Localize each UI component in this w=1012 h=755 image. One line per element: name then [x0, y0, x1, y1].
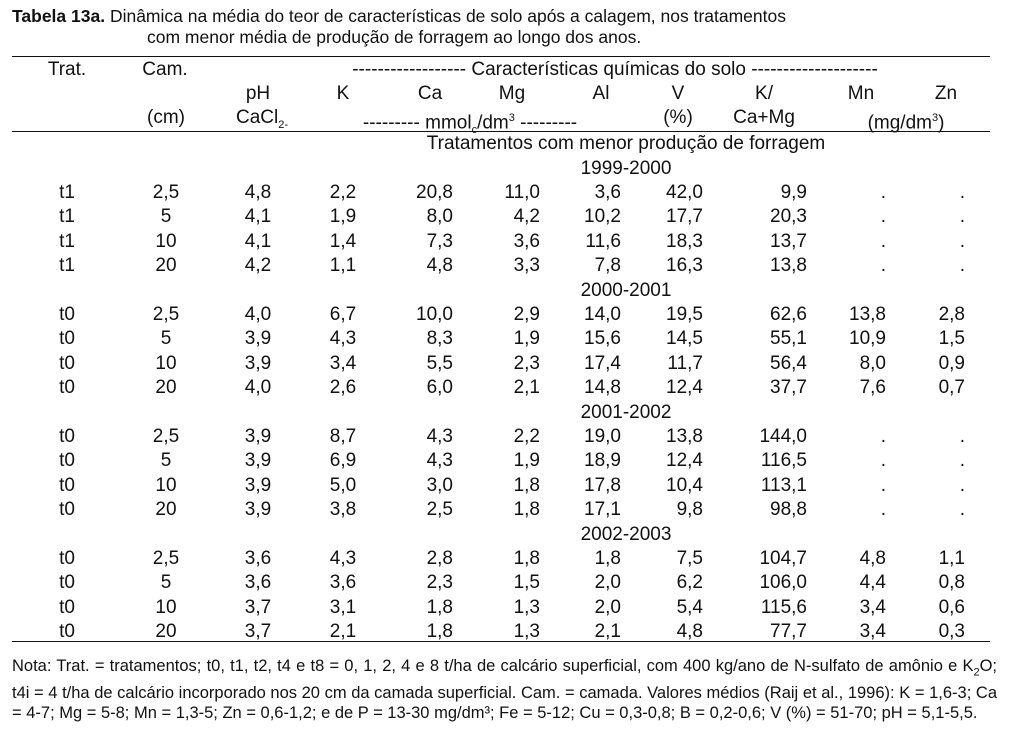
cell-cam: 2,5	[152, 182, 180, 203]
cell-mn: .	[880, 426, 886, 447]
cell-trat: t0	[59, 352, 75, 374]
cell-trat: t0	[59, 304, 75, 325]
cell-cam: 2,5	[152, 548, 180, 569]
cell-zn: 2,8	[938, 304, 965, 325]
cell-al: 10,2	[584, 206, 621, 228]
cell-k: 2,1	[329, 621, 357, 643]
cell-kcamg: 98,8	[770, 499, 807, 521]
cell-cam: 10	[155, 230, 177, 252]
cell-cam: 20	[155, 499, 177, 521]
cell-mn: 7,6	[859, 377, 886, 399]
cell-cam: 10	[155, 596, 177, 618]
cell-trat: t0	[59, 450, 75, 472]
cell-ca: 1,8	[426, 596, 453, 618]
cell-v: 19,5	[666, 304, 703, 325]
cell-v: 6,2	[676, 572, 703, 594]
cell-mg: 1,8	[513, 499, 540, 521]
cell-k: 3,6	[329, 572, 357, 594]
bottom-rule	[12, 641, 990, 642]
cell-v: 13,8	[666, 426, 703, 447]
cell-ph: 4,0	[244, 377, 272, 399]
cell-v: 16,3	[666, 255, 703, 277]
cell-k: 3,1	[329, 596, 357, 618]
cell-mn: .	[880, 499, 886, 521]
cell-cam: 2,5	[152, 304, 180, 325]
cell-ca: 8,3	[426, 328, 453, 350]
year-heading: 2000-2001	[580, 280, 672, 301]
year-heading: 2001-2002	[580, 402, 672, 423]
cell-kcamg: 106,0	[759, 572, 807, 594]
cell-mg: 3,6	[513, 230, 540, 252]
cell-ph: 3,6	[244, 572, 272, 594]
year-heading: 1999-2000	[580, 158, 672, 179]
cell-k: 2,2	[329, 182, 357, 203]
caption-line-2: com menor média de produção de forragem ao longo dos anos.	[147, 27, 642, 47]
cell-trat: t0	[59, 572, 75, 594]
cell-zn: 0,9	[938, 352, 965, 374]
header-ph: pH	[245, 83, 271, 104]
cell-kcamg: 116,5	[760, 450, 807, 472]
cell-trat: t1	[59, 255, 75, 277]
header-v-unit: (%)	[663, 107, 693, 128]
cell-kcamg: 13,7	[770, 230, 807, 252]
cell-zn: .	[959, 426, 965, 447]
cell-mn: .	[880, 182, 886, 203]
cell-v: 18,3	[666, 230, 703, 252]
cell-ca: 5,5	[426, 352, 453, 374]
caption-label: Tabela 13a.	[12, 6, 106, 26]
cell-ph: 3,9	[244, 328, 272, 350]
cell-v: 4,8	[676, 621, 703, 643]
cell-kcamg: 13,8	[770, 255, 807, 277]
cell-mg: 1,8	[513, 474, 540, 496]
cell-mg: 1,9	[513, 328, 540, 350]
cell-k: 4,3	[329, 548, 357, 569]
cell-al: 1,8	[594, 548, 621, 569]
cell-k: 3,8	[329, 499, 357, 521]
cell-cam: 2,5	[152, 426, 180, 447]
cell-ca: 4,3	[426, 426, 453, 447]
cell-al: 7,8	[594, 255, 621, 277]
cell-kcamg: 62,6	[770, 304, 807, 325]
cell-ca: 4,3	[426, 450, 453, 472]
cell-cam: 5	[160, 206, 172, 228]
cell-k: 4,3	[329, 328, 357, 350]
cell-al: 11,6	[585, 230, 621, 252]
cell-mg: 4,2	[513, 206, 540, 228]
cell-k: 1,1	[329, 255, 357, 277]
cell-kcamg: 20,3	[770, 206, 807, 228]
cell-v: 5,4	[676, 596, 703, 618]
cell-mn: 4,4	[859, 572, 886, 594]
cell-ca: 4,8	[426, 255, 453, 277]
cell-trat: t0	[59, 328, 75, 350]
cell-k: 1,9	[329, 206, 357, 228]
cell-mg: 2,9	[513, 304, 540, 325]
cell-ca: 2,3	[426, 572, 453, 594]
cell-trat: t1	[59, 230, 75, 252]
header-al: Al	[592, 83, 610, 104]
cell-mg: 11,0	[504, 182, 540, 203]
cell-mn: 10,9	[849, 328, 886, 350]
cell-al: 2,1	[594, 621, 621, 643]
cell-zn: 1,1	[938, 548, 965, 569]
cell-mg: 2,2	[513, 426, 540, 447]
cell-mg: 1,9	[513, 450, 540, 472]
header-kcamg-bottom: Ca+Mg	[733, 107, 795, 128]
cell-zn: .	[959, 230, 965, 252]
cell-mn: 4,8	[859, 548, 886, 569]
cell-mg: 3,3	[513, 255, 540, 277]
header-ca: Ca	[417, 83, 443, 104]
cell-cam: 5	[160, 572, 172, 594]
cell-mn: 3,4	[859, 621, 886, 643]
cell-ph: 3,9	[244, 426, 272, 447]
cell-al: 17,8	[584, 474, 621, 496]
header-cacl: CaCl$_{2-}$	[235, 107, 289, 131]
cell-zn: .	[959, 499, 965, 521]
cell-mg: 1,5	[513, 572, 540, 594]
cell-v: 10,4	[666, 474, 703, 496]
cell-v: 42,0	[666, 182, 703, 203]
cell-v: 12,4	[666, 377, 703, 399]
cell-al: 19,0	[584, 426, 621, 447]
cell-trat: t0	[59, 499, 75, 521]
cell-ph: 3,9	[244, 450, 272, 472]
cell-trat: t0	[59, 426, 75, 447]
header-v: V	[671, 83, 685, 104]
cell-mn: .	[880, 450, 886, 472]
cell-cam: 20	[155, 377, 177, 399]
cell-ca: 8,0	[426, 206, 453, 228]
cell-v: 11,7	[667, 352, 703, 374]
cell-al: 3,6	[594, 182, 621, 203]
cell-k: 1,4	[329, 230, 357, 252]
cell-kcamg: 113,1	[760, 474, 807, 496]
cell-zn: 0,7	[938, 377, 965, 399]
cell-zn: 1,5	[938, 328, 965, 350]
header-k: K	[336, 83, 350, 104]
cell-trat: t1	[59, 206, 75, 228]
cell-kcamg: 144,0	[759, 426, 807, 447]
cell-kcamg: 56,4	[770, 352, 807, 374]
cell-kcamg: 37,7	[770, 377, 807, 399]
cell-trat: t0	[59, 621, 75, 643]
cell-mn: .	[880, 255, 886, 277]
cell-v: 17,7	[666, 206, 703, 228]
header-zn: Zn	[934, 83, 958, 104]
cell-ph: 4,2	[244, 255, 272, 277]
cell-ph: 3,9	[244, 352, 272, 374]
cell-ph: 4,1	[244, 206, 272, 228]
header-trat: Trat.	[47, 59, 87, 80]
cell-ph: 3,7	[244, 621, 272, 643]
cell-ph: 3,9	[244, 499, 272, 521]
header-rule	[12, 131, 990, 132]
cell-cam: 10	[155, 352, 177, 374]
header-mmol-unit: --------- $mmol_c/dm^3$ ---------	[362, 112, 578, 137]
cell-ph: 4,8	[244, 182, 272, 203]
cell-zn: .	[959, 450, 965, 472]
cell-trat: t0	[59, 596, 75, 618]
header-group: ------------------ Características químicas do solo --------------------	[352, 59, 878, 80]
cell-ph: 4,1	[244, 230, 272, 252]
cell-zn: 0,6	[938, 596, 965, 618]
cell-k: 3,4	[329, 352, 357, 374]
table-note: Nota: Trat. = tratamentos; t0, t1, t2, t4 e t8 = 0, 1, 2, 4 e 8 t/ha de calcário superficial, com 400 kg/ano de N-sulfato de amônio e $K_2O$; t4i = 4 t/ha de calcário incorporado nos 20 cm da camada superficial. Cam. = camada. Valores médios (Raij et al., 1996): K = 1,6-3; Ca = 4-7; Mg = 5-8; Mn = 1,3-5; Zn = 0,6-1,2; e de P = 13-30 mg/dm³; Fe = 5-12; Cu = 0,3-0,8; B = 0,2-0,6; V (%) = 51-70; pH = 5,1-5,5.	[12, 657, 997, 723]
cell-ca: 7,3	[426, 230, 453, 252]
cell-k: 6,7	[329, 304, 357, 325]
cell-mg: 2,3	[513, 352, 540, 374]
top-rule	[12, 56, 990, 57]
cell-al: 17,1	[584, 499, 621, 521]
cell-v: 7,5	[676, 548, 703, 569]
cell-ca: 1,8	[426, 621, 453, 643]
cell-ph: 3,9	[244, 474, 272, 496]
cell-ph: 3,6	[244, 548, 272, 569]
cell-trat: t0	[59, 377, 75, 399]
cell-al: 2,0	[594, 596, 621, 618]
cell-mn: 13,8	[849, 304, 886, 325]
cell-al: 14,0	[584, 304, 621, 325]
cell-kcamg: 9,9	[780, 182, 807, 203]
cell-kcamg: 55,1	[770, 328, 807, 350]
header-mn: Mn	[847, 83, 875, 104]
cell-trat: t0	[59, 474, 75, 496]
cell-zn: .	[959, 474, 965, 496]
cell-ca: 3,0	[426, 474, 453, 496]
cell-kcamg: 115,6	[760, 596, 807, 618]
cell-k: 6,9	[329, 450, 357, 472]
cell-zn: 0,3	[938, 621, 965, 643]
cell-cam: 5	[160, 450, 172, 472]
cell-cam: 20	[155, 255, 177, 277]
cell-ph: 4,0	[244, 304, 272, 325]
cell-kcamg: 77,7	[770, 621, 807, 643]
cell-ca: 6,0	[426, 377, 453, 399]
cell-mg: 1,8	[513, 548, 540, 569]
cell-ca: 20,8	[416, 182, 453, 203]
cell-zn: .	[959, 206, 965, 228]
cell-v: 9,8	[676, 499, 703, 521]
cell-al: 2,0	[594, 572, 621, 594]
cell-v: 14,5	[666, 328, 703, 350]
section-title: Tratamentos com menor produção de forragem	[426, 133, 826, 154]
cell-k: 5,0	[329, 474, 357, 496]
cell-cam: 20	[155, 621, 177, 643]
cell-ph: 3,7	[244, 596, 272, 618]
header-cam: Cam.	[142, 59, 188, 80]
cell-al: 14,8	[584, 377, 621, 399]
cell-zn: .	[959, 182, 965, 203]
cell-mg: 1,3	[513, 596, 540, 618]
cell-al: 17,4	[584, 352, 621, 374]
cell-mn: .	[880, 206, 886, 228]
cell-kcamg: 104,7	[759, 548, 807, 569]
cell-k: 8,7	[329, 426, 357, 447]
cell-al: 15,6	[584, 328, 621, 350]
cell-k: 2,6	[329, 377, 357, 399]
year-heading: 2002-2003	[580, 524, 672, 545]
cell-trat: t1	[59, 182, 75, 203]
cell-mg: 1,3	[513, 621, 540, 643]
cell-ca: 2,8	[426, 548, 453, 569]
cell-ca: 2,5	[426, 499, 453, 521]
cell-v: 12,4	[666, 450, 703, 472]
cell-cam: 5	[160, 328, 172, 350]
cell-al: 18,9	[584, 450, 621, 472]
cell-trat: t0	[59, 548, 75, 569]
caption-line-1: Dinâmica na média do teor de características de solo após a calagem, nos tratamentos	[105, 6, 786, 26]
cell-zn: 0,8	[938, 572, 965, 594]
cell-mn: .	[880, 230, 886, 252]
table-caption	[12, 6, 997, 48]
cell-mg: 2,1	[513, 377, 540, 399]
header-mgdm-unit: $(mg/dm^3)$	[867, 112, 945, 134]
header-cam-unit: (cm)	[147, 107, 185, 128]
cell-cam: 10	[155, 474, 177, 496]
cell-ca: 10,0	[416, 304, 453, 325]
cell-mn: .	[880, 474, 886, 496]
cell-mn: 8,0	[859, 352, 886, 374]
header-mg: Mg	[498, 83, 526, 104]
cell-mn: 3,4	[859, 596, 886, 618]
header-kcamg-top: K/	[755, 83, 773, 104]
cell-zn: .	[959, 255, 965, 277]
